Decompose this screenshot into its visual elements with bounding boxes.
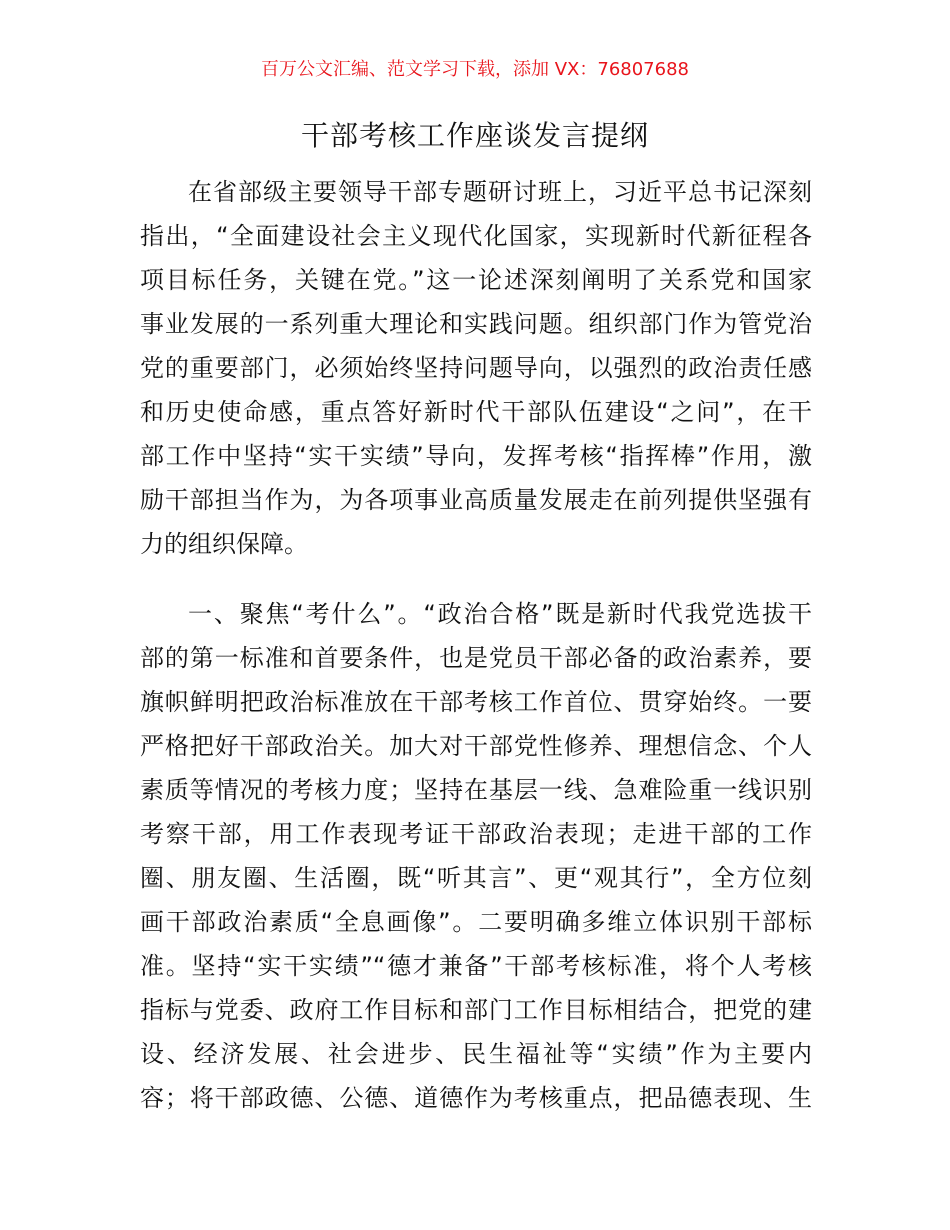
paragraph-intro [140,170,812,566]
text-line: 励干部担当作为，为各项事业高质量发展走在前列提供坚强有 [140,486,812,514]
text-line: 事业发展的一系列重大理论和实践问题。组织部门作为管党治 [140,310,812,338]
text-line: 容；将干部政德、公德、道德作为考核重点，把品德表现、生 [140,1084,812,1112]
text-line: 圈、朋友圈、生活圈，既“听其言”、更“观其行”，全方位刻 [140,864,812,892]
paragraph-section-one [140,592,812,1120]
text-line: 项目标任务，关键在党。”这一论述深刻阐明了关系党和国家 [140,266,812,294]
text-line: 旗帜鲜明把政治标准放在干部考核工作首位、贯穿始终。一要 [140,688,812,716]
text-line: 部的第一标准和首要条件，也是党员干部必备的政治素养，要 [140,644,812,672]
text-line: 准。坚持“实干实绩”“德才兼备”干部考核标准，将个人考核 [140,952,812,980]
document-body [140,170,812,1120]
text-line: 党的重要部门，必须始终坚持问题导向，以强烈的政治责任感 [140,354,812,382]
text-line: 考察干部，用工作表现考证干部政治表现；走进干部的工作 [140,820,812,848]
text-line: 严格把好干部政治关。加大对干部党性修养、理想信念、个人 [140,732,812,760]
page-title: 干部考核工作座谈发言提纲 [300,119,649,152]
watermark-banner: 百万公文汇编、范文学习下载，添加 VX：76807688 [261,59,689,80]
paragraph-spacer [140,566,812,592]
text-line: 指出，“全面建设社会主义现代化国家，实现新时代新征程各 [140,222,812,250]
text-line: 部工作中坚持“实干实绩”导向，发挥考核“指挥棒”作用，激 [140,442,812,470]
text-line: 在省部级主要领导干部专题研讨班上，习近平总书记深刻 [188,178,812,206]
text-line: 力的组织保障。 [140,530,308,558]
text-line: 画干部政治素质“全息画像”。二要明确多维立体识别干部标 [140,908,812,936]
text-line: 指标与党委、政府工作目标和部门工作目标相结合，把党的建 [140,996,812,1024]
text-line: 素质等情况的考核力度；坚持在基层一线、急难险重一线识别 [140,776,812,804]
text-line: 和历史使命感，重点答好新时代干部队伍建设“之问”，在干 [140,398,812,426]
text-line: 设、经济发展、社会进步、民生福祉等“实绩”作为主要内 [140,1040,812,1068]
text-line: 一、聚焦“考什么”。“政治合格”既是新时代我党选拔干 [188,600,812,628]
